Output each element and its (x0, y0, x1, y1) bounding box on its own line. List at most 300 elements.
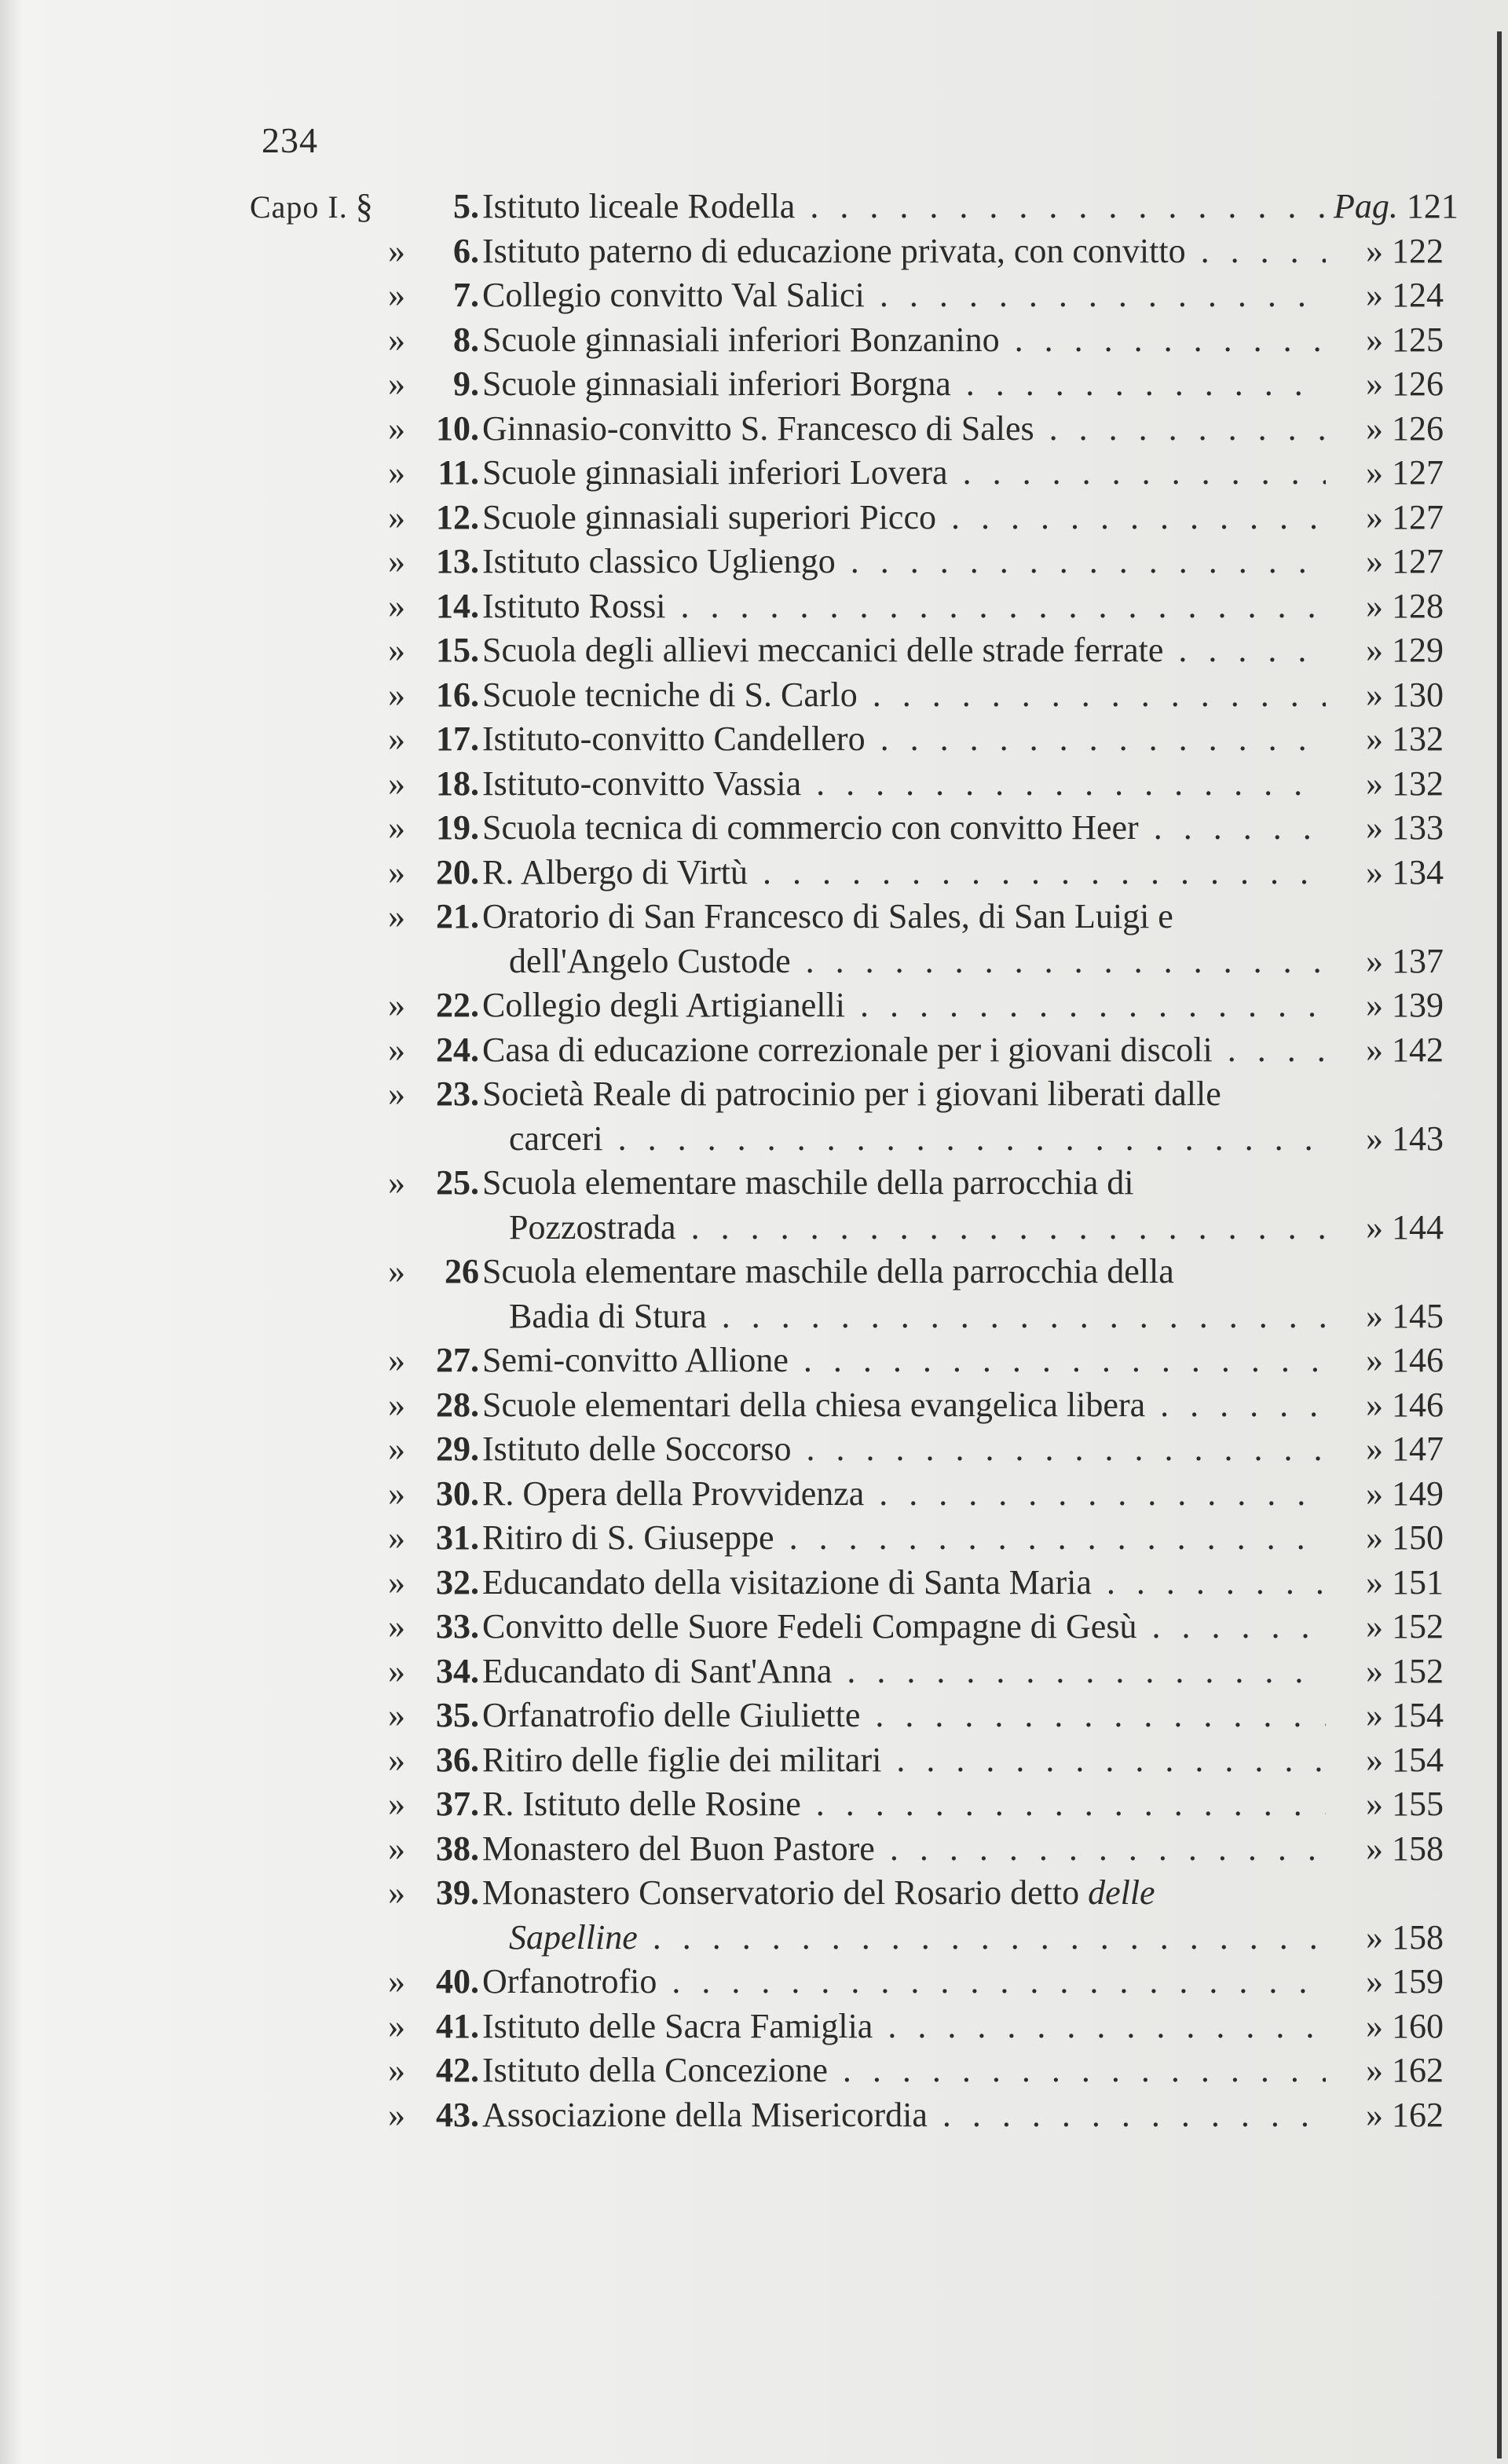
entry-page (1334, 939, 1444, 984)
entry-number: 29. (436, 1430, 479, 1468)
entry-title (482, 1871, 1326, 1916)
ditto-mark: » (388, 2051, 405, 2089)
entry-title (482, 1338, 1326, 1383)
entry-title (482, 407, 1326, 452)
toc-entry (250, 1427, 1444, 1472)
entry-page (1334, 1516, 1444, 1561)
page-ref: 152 (1392, 1651, 1444, 1690)
dot-leader (873, 2007, 1326, 2045)
entry-title (482, 1250, 1326, 1294)
entry-title-text: Educandato di Sant'Anna (482, 1651, 833, 1690)
toc-entry (250, 1871, 1444, 1916)
page-ref: 146 (1392, 1385, 1444, 1424)
page-ref: 152 (1392, 1607, 1444, 1646)
dot-leader (1186, 232, 1326, 270)
entry-number: 39. (436, 1873, 479, 1912)
entry-title (482, 806, 1326, 851)
entry-title (482, 451, 1326, 496)
entry-page (1334, 229, 1444, 274)
dot-leader (789, 1341, 1326, 1379)
entry-page (1334, 1383, 1444, 1428)
ditto-mark: » (388, 276, 405, 314)
entry-title (482, 2005, 1326, 2049)
page-ref: 126 (1392, 364, 1444, 403)
page-ref: 133 (1392, 808, 1444, 847)
toc-entry (250, 1383, 1444, 1428)
toc-entry-continuation (250, 939, 1444, 984)
page-ref: 142 (1392, 1030, 1444, 1069)
entry-title-text: Istituto delle Sacra Famiglia (482, 2006, 873, 2045)
entry-title-text: Scuole ginnasiali superiori Picco (482, 497, 936, 536)
chapter-label: Capo I. (250, 189, 348, 225)
entry-title (482, 540, 1326, 584)
entry-title (482, 1738, 1326, 1783)
ditto-mark: » (1366, 941, 1383, 980)
entry-continuation-italic: Sapelline (509, 1917, 638, 1957)
toc-entry (250, 895, 1444, 939)
dot-leader (875, 1829, 1326, 1868)
ditto-mark: » (388, 1607, 405, 1646)
entry-page (1334, 1960, 1444, 2005)
toc-entry (250, 2048, 1444, 2093)
ditto-mark: » (388, 852, 405, 892)
entry-page (1334, 584, 1444, 629)
ditto-mark: » (388, 631, 405, 669)
entry-number: 35. (436, 1696, 479, 1734)
entry-number: 7. (453, 276, 479, 314)
dot-leader (657, 1962, 1326, 2001)
entry-page (1334, 318, 1444, 363)
entry-number: 21. (436, 897, 479, 935)
dot-leader (603, 1119, 1326, 1158)
page-ref: 127 (1392, 542, 1444, 580)
entry-number: 32. (436, 1562, 479, 1602)
ditto-mark: » (388, 542, 405, 580)
entry-title-text: Scuole elementari della chiesa evangelica libera (482, 1385, 1146, 1424)
page-ref: 154 (1392, 1740, 1444, 1779)
entry-page (1334, 1649, 1444, 1694)
ditto-mark: » (388, 1385, 405, 1424)
entry-title-text: Monastero del Buon Pastore (482, 1829, 875, 1868)
entry-title-continued (509, 1117, 1326, 1162)
ditto-mark: » (1366, 1030, 1383, 1069)
page-ref: 147 (1392, 1430, 1444, 1468)
entry-title (482, 895, 1326, 939)
dot-leader (666, 587, 1327, 625)
toc-entry-continuation (250, 1206, 1444, 1250)
dot-leader (864, 1474, 1326, 1513)
dot-leader (832, 1652, 1326, 1690)
entry-title-text: Scuola elementare maschile della parrocchia della (482, 1252, 1174, 1291)
page-ref: 151 (1392, 1562, 1444, 1602)
entry-title-text: Scuola degli allievi meccanici delle strade ferrate (482, 631, 1164, 669)
page-ref: 143 (1392, 1119, 1444, 1158)
entry-number: 30. (436, 1474, 479, 1513)
toc-entry (250, 451, 1444, 496)
ditto-mark: » (388, 231, 405, 270)
entry-title (482, 318, 1326, 363)
ditto-mark: » (388, 763, 405, 803)
entry-number: 31. (436, 1518, 479, 1557)
toc-entry (250, 540, 1444, 584)
entry-title-text: Ritiro delle figlie dei militari (482, 1740, 882, 1779)
toc-entry (250, 806, 1444, 851)
entry-title-text: Oratorio di San Francesco di Sales, di San Luigi e (482, 897, 1173, 935)
entry-title-continued (509, 939, 1326, 984)
entry-page (1334, 273, 1444, 318)
toc-entry (250, 407, 1444, 452)
entry-title-text: Ritiro di S. Giuseppe (482, 1518, 774, 1557)
entry-title (482, 983, 1326, 1028)
dot-leader (951, 364, 1326, 403)
entry-title-text: Ginnasio-convitto S. Francesco di Sales (482, 408, 1034, 448)
entry-page (1334, 362, 1444, 407)
entry-page (1334, 717, 1444, 762)
ditto-mark: » (1366, 1341, 1383, 1379)
entry-page (1334, 2005, 1444, 2049)
page-ref: 128 (1392, 586, 1444, 625)
toc-entry (250, 717, 1444, 762)
ditto-mark: » (388, 1740, 405, 1779)
dot-leader (707, 1297, 1326, 1335)
ditto-mark: » (1366, 2006, 1383, 2045)
page-ref: 139 (1392, 986, 1444, 1024)
ditto-mark: » (388, 1075, 405, 1113)
page-ref: 145 (1392, 1296, 1444, 1335)
dot-leader (1000, 320, 1326, 359)
page-ref: 130 (1392, 675, 1444, 714)
page-ref: 127 (1392, 453, 1444, 492)
entry-title-text: R. Istituto delle Rosine (482, 1785, 801, 1823)
entry-page (1334, 806, 1444, 851)
ditto-mark: » (388, 1252, 405, 1291)
ditto-mark: » (1366, 852, 1383, 892)
toc-entry (250, 1338, 1444, 1383)
entry-title-text: Convitto delle Suore Fedeli Compagne di Gesù (482, 1607, 1137, 1646)
entry-title-text: Istituto della Concezione (482, 2051, 828, 2089)
entry-number: 14. (436, 586, 479, 625)
entry-title-text: Istituto-convitto Vassia (482, 763, 802, 803)
entry-number: 38. (436, 1829, 479, 1868)
toc-entry (250, 1605, 1444, 1649)
entry-page (1334, 628, 1444, 673)
entry-page (1334, 2048, 1444, 2093)
section-mark: § (355, 187, 373, 225)
dot-leader (795, 187, 1326, 225)
toc-entry (250, 496, 1444, 540)
page-ref: 160 (1392, 2006, 1444, 2045)
toc-entry (250, 628, 1444, 673)
entry-number: 13. (436, 542, 479, 580)
entry-page (1334, 1427, 1444, 1472)
entry-title (482, 1782, 1326, 1827)
ditto-mark: » (1366, 1829, 1383, 1868)
entry-page (1334, 983, 1444, 1028)
entry-title (482, 851, 1326, 895)
entry-title-text: Scuola elementare maschile della parrocchia di (482, 1163, 1134, 1202)
ditto-mark: » (1366, 320, 1383, 359)
page-ref: 159 (1392, 1962, 1444, 2001)
dot-leader (791, 942, 1326, 980)
entry-page (1334, 496, 1444, 540)
ditto-mark: » (388, 1430, 405, 1468)
page-ref: 154 (1392, 1696, 1444, 1734)
entry-title (482, 1516, 1326, 1561)
entry-title (482, 1383, 1326, 1428)
entry-title-text: Scuole tecniche di S. Carlo (482, 675, 858, 714)
toc-entry (250, 1250, 1444, 1294)
ditto-mark: » (1366, 453, 1383, 492)
dot-leader (801, 764, 1326, 803)
ditto-mark: » (1366, 276, 1383, 314)
entry-title (482, 1072, 1326, 1117)
entry-title-text: R. Opera della Provvidenza (482, 1474, 865, 1513)
entry-number: 43. (436, 2095, 479, 2134)
dot-leader (676, 1208, 1326, 1247)
entry-title-text: Scuole ginnasiali inferiori Borgna (482, 364, 951, 403)
ditto-mark: » (1366, 1785, 1383, 1823)
ditto-mark: » (1366, 231, 1383, 270)
dot-leader (774, 1518, 1326, 1557)
ditto-mark: » (1366, 1917, 1383, 1957)
entry-title-text: R. Albergo di Virtù (482, 852, 748, 892)
entry-title-continued (509, 1206, 1326, 1250)
dot-leader (948, 453, 1326, 492)
ditto-mark: » (388, 586, 405, 625)
toc-entry (250, 2005, 1444, 2049)
ditto-mark: » (388, 675, 405, 714)
ditto-mark: » (1366, 986, 1383, 1024)
toc-entry (250, 983, 1444, 1028)
ditto-mark: » (1366, 497, 1383, 536)
entry-title-text: Orfanotrofio (482, 1962, 657, 2001)
ditto-mark: » (388, 986, 405, 1024)
entry-page (1334, 185, 1459, 229)
entry-title-text: Istituto-convitto Candellero (482, 719, 866, 758)
ditto-mark: » (388, 497, 405, 536)
toc-entry (250, 1827, 1444, 1872)
ditto-mark: » (388, 1163, 405, 1202)
entry-title-text: Educandato della visitazione di Santa Maria (482, 1562, 1092, 1602)
entry-title-text: Scuole ginnasiali inferiori Bonzanino (482, 320, 1000, 359)
dot-leader (1092, 1563, 1326, 1602)
entry-title-text: Istituto paterno di educazione privata, con convitto (482, 231, 1186, 270)
table-of-contents (250, 185, 1459, 2137)
entry-number: 11. (437, 453, 479, 492)
page-ref: 125 (1392, 320, 1444, 359)
page-ref: 134 (1392, 852, 1444, 892)
entry-title (482, 673, 1326, 718)
ditto-mark: » (1366, 808, 1383, 847)
dot-leader (792, 1430, 1327, 1468)
entry-title-text: Monastero Conservatorio del Rosario detto (482, 1873, 1080, 1912)
page-ref: 162 (1392, 2051, 1444, 2089)
page-ref: 162 (1392, 2095, 1444, 2134)
entry-page (1334, 1294, 1444, 1339)
ditto-mark: » (1366, 408, 1383, 448)
entry-number: 9. (453, 364, 479, 403)
entry-title-continued (509, 1294, 1326, 1339)
dot-leader (936, 498, 1326, 536)
entry-title-text: Istituto classico Ugliengo (482, 542, 836, 580)
entry-number: 26 (445, 1252, 479, 1291)
ditto-mark: » (388, 2006, 405, 2045)
pag-label: Pag. (1334, 187, 1398, 225)
entry-title (482, 496, 1326, 540)
entry-page (1334, 1827, 1444, 1872)
entry-title (482, 362, 1326, 407)
entry-continuation-text: dell'Angelo Custode (509, 941, 791, 980)
ditto-mark: » (1366, 1385, 1383, 1424)
ditto-mark: » (1366, 1119, 1383, 1158)
entry-page (1334, 673, 1444, 718)
entry-number: 5. (453, 187, 479, 225)
ditto-mark: » (388, 1518, 405, 1557)
ditto-mark: » (1366, 1518, 1383, 1557)
entry-number: 22. (436, 986, 479, 1024)
entry-number: 37. (436, 1785, 479, 1823)
toc-entry (250, 1782, 1444, 1827)
entry-page (1334, 1916, 1444, 1961)
entry-number: 34. (436, 1651, 479, 1690)
entry-title (482, 2093, 1326, 2138)
dot-leader (928, 2096, 1326, 2134)
entry-number: 20. (436, 852, 479, 892)
entry-title-text: Casa di educazione correzionale per i giovani discoli (482, 1030, 1213, 1069)
entry-title-text: Collegio degli Artigianelli (482, 986, 845, 1024)
dot-leader (801, 1785, 1326, 1823)
entry-number: 36. (436, 1740, 479, 1779)
entry-number: 15. (436, 631, 479, 669)
dot-leader (828, 2051, 1326, 2089)
entry-number: 8. (453, 320, 479, 359)
entry-title (482, 1960, 1326, 2005)
ditto-mark: » (1366, 2051, 1383, 2089)
ditto-mark: » (388, 320, 405, 359)
entry-number: 19. (436, 808, 479, 847)
ditto-mark: » (388, 897, 405, 935)
toc-entry (250, 273, 1444, 318)
dot-leader (845, 986, 1326, 1024)
ditto-mark: » (1366, 1607, 1383, 1646)
ditto-mark: » (1366, 1696, 1383, 1734)
entry-title (482, 717, 1326, 762)
entry-page (1334, 1206, 1444, 1250)
entry-title-continued (509, 1916, 1326, 1961)
entry-number: 33. (436, 1607, 479, 1646)
toc-entry (250, 1738, 1444, 1783)
entry-title-italic: delle (1088, 1873, 1155, 1912)
toc-entry (250, 1161, 1444, 1206)
page-ref: 132 (1392, 763, 1444, 803)
toc-entry (250, 584, 1444, 629)
entry-title-text: Scuole ginnasiali inferiori Lovera (482, 453, 948, 492)
dot-leader (1139, 808, 1326, 847)
toc-entry (250, 1516, 1444, 1561)
ditto-mark: » (388, 453, 405, 492)
entry-page (1334, 2093, 1444, 2138)
entry-number: 23. (436, 1075, 479, 1113)
ditto-mark: » (1366, 1430, 1383, 1468)
page-ref: 132 (1392, 719, 1444, 758)
dot-leader (638, 1918, 1326, 1957)
ditto-mark: » (388, 1785, 405, 1823)
ditto-mark: » (1366, 586, 1383, 625)
ditto-mark: » (388, 408, 405, 448)
page-ref: 127 (1392, 497, 1444, 536)
page-ref: 158 (1392, 1917, 1444, 1957)
toc-entry (250, 851, 1444, 895)
dot-leader (865, 276, 1326, 314)
toc-entry (250, 1028, 1444, 1073)
entry-number: 42. (436, 2051, 479, 2089)
dot-leader (1034, 409, 1326, 448)
page-ref: 150 (1392, 1518, 1444, 1557)
ditto-mark: » (388, 1873, 405, 1912)
entry-title (482, 1427, 1326, 1472)
ditto-mark: » (1366, 1740, 1383, 1779)
dot-leader (860, 1696, 1326, 1734)
toc-entry (250, 1649, 1444, 1694)
page-ref: 155 (1392, 1785, 1444, 1823)
toc-entry (250, 1960, 1444, 2005)
entry-page (1334, 1472, 1444, 1517)
page-ref: 126 (1392, 408, 1444, 448)
entry-title-text: Orfanatrofio delle Giuliette (482, 1696, 861, 1734)
entry-number: 16. (436, 675, 479, 714)
entry-number: 12. (436, 497, 479, 536)
dot-leader (1136, 1607, 1326, 1646)
entry-title-text: Istituto Rossi (482, 586, 666, 625)
entry-page (1334, 1693, 1444, 1738)
entry-page (1334, 407, 1444, 452)
dot-leader (858, 675, 1326, 714)
entry-number: 17. (436, 719, 479, 758)
entry-title (482, 1827, 1326, 1872)
entry-page (1334, 1782, 1444, 1827)
entry-title-text: Semi-convitto Allione (482, 1341, 789, 1379)
entry-title (482, 229, 1326, 274)
entry-number: 41. (436, 2006, 479, 2045)
toc-entry (250, 1561, 1444, 1605)
entry-title (482, 2048, 1326, 2093)
entry-page (1334, 1028, 1444, 1073)
toc-entry-continuation (250, 1916, 1444, 1961)
entry-continuation-text: Badia di Stura (509, 1296, 707, 1335)
toc-entry (250, 185, 1459, 229)
entry-title (482, 1693, 1326, 1738)
page-ref: 158 (1392, 1829, 1444, 1868)
ditto-mark: » (388, 1651, 405, 1690)
entry-title (482, 185, 1326, 229)
entry-title-text: Associazione della Misericordia (482, 2095, 928, 2134)
entry-number: 24. (436, 1030, 479, 1069)
ditto-mark: » (1366, 631, 1383, 669)
toc-entry (250, 362, 1444, 407)
entry-title (482, 1649, 1326, 1694)
entry-page (1334, 1738, 1444, 1783)
toc-entry (250, 1472, 1444, 1517)
entry-page (1334, 762, 1444, 807)
ditto-mark: » (1366, 364, 1383, 403)
entry-title-text: Società Reale di patrocinio per i giovani liberati dalle (482, 1075, 1221, 1113)
toc-entry-continuation (250, 1294, 1444, 1339)
entry-page (1334, 540, 1444, 584)
toc-entry (250, 1072, 1444, 1117)
entry-title-text: Istituto liceale Rodella (482, 187, 796, 225)
entry-title (482, 1161, 1326, 1206)
ditto-mark: » (388, 1341, 405, 1379)
